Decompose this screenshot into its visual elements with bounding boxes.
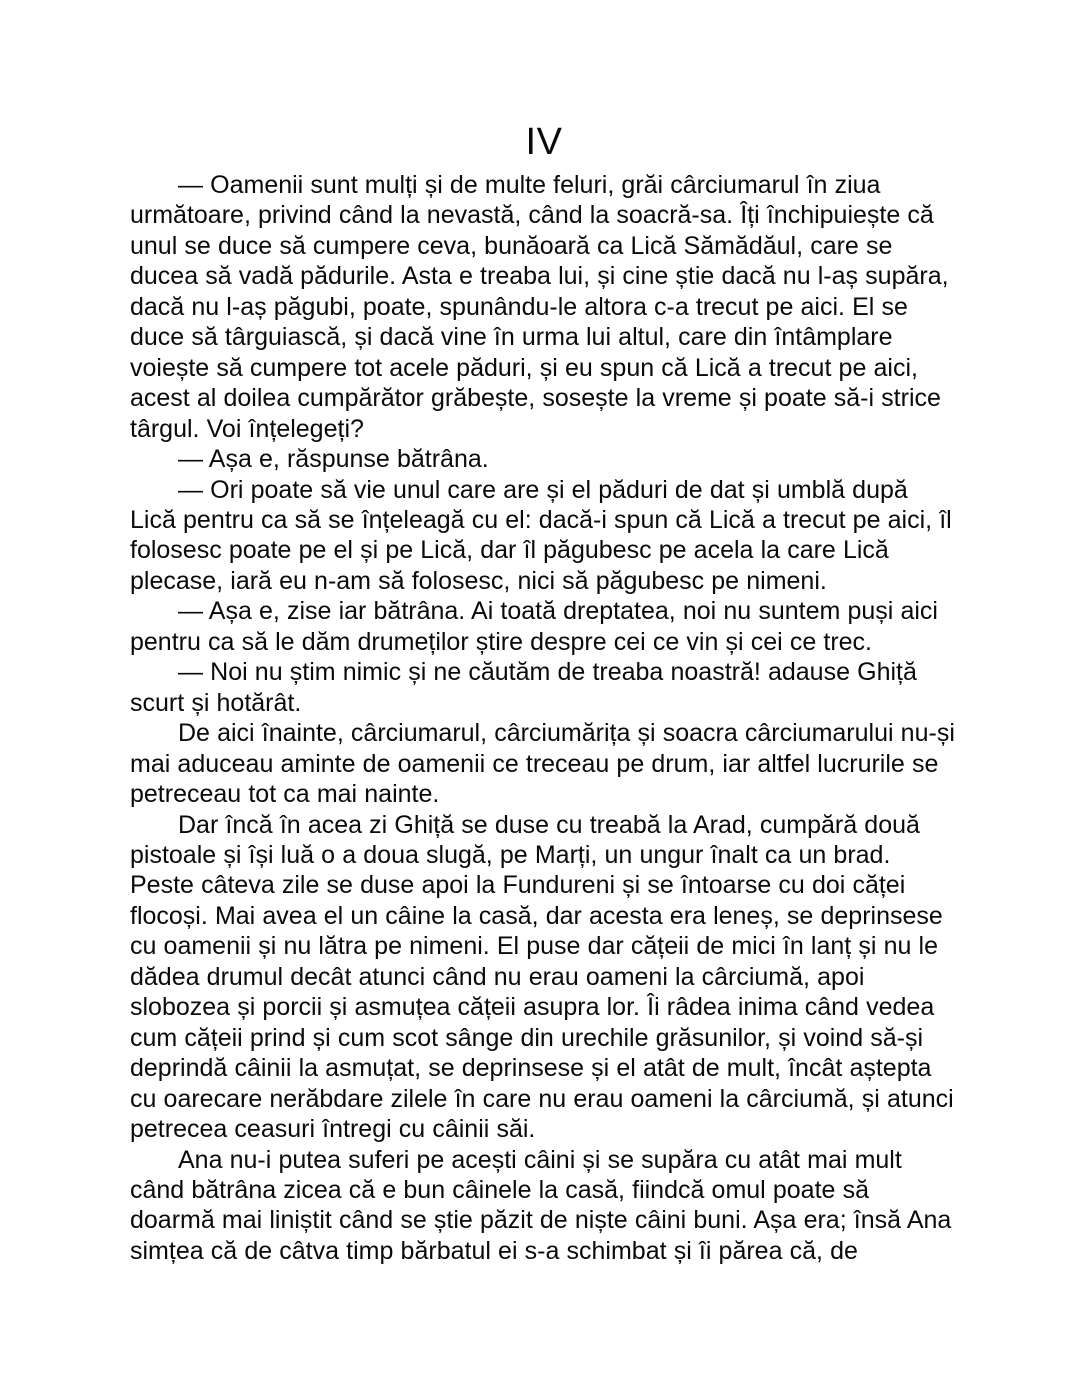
chapter-title: IV xyxy=(525,121,563,163)
paragraph: — Oamenii sunt mulți și de multe feluri, grăi cârciumarul în ziua următoare, privind când la nevastă, când la soacră-sa. Îți închipuiește că unul se duce să cumpere ceva, bunăoară ca Lică Sămădăul, care se ducea să vadă pădurile. Asta e treaba lui, și cine știe dacă nu l-aș supăra, dacă nu l-aș păgubi, poate, spunându-le altora c-a trecut pe aici. El se duce să târguiască, și dacă vine în urma lui altul, care din întâmplare voiește să cumpere tot acele păduri, și eu spun că Lică a trecut pe aici, acest al doilea cumpărător grăbește, sosește la vreme și poate să-i strice târgul. Voi înțelegeți? xyxy=(130,171,949,443)
paragraph: Dar încă în acea zi Ghiță se duse cu treabă la Arad, cumpără două pistoale și își luă o a doua slugă, pe Marți, un ungur înalt ca un brad. Peste câteva zile se duse apoi la Fundureni și se întoarse cu doi căței flocoși. Mai avea el un câine la casă, dar acesta era leneș, se deprinsese cu oamenii și nu lătra pe nimeni. El puse dar cățeii de mici în lanț și nu le dădea drumul decât atunci când nu erau oameni la cârciumă, apoi slobozea și porcii și asmuțea cățeii asupra lor. Îi râdea inima când vedea cum cățeii prind și cum scot sânge din urechile grăsunilor, și voind să-și deprindă câinii la asmuțat, se deprinsese și el atât de mult, încât aștepta cu oarecare nerăbdare zilele în care nu erau oameni la cârciumă, și atunci petrecea ceasuri întregi cu câinii săi. xyxy=(130,810,954,1144)
paragraph: — Ori poate să vie unul care are și el păduri de dat și umblă după Lică pentru ca să se înțeleagă cu el: dacă-i spun că Lică a trecut pe aici, îl folosesc poate pe el și pe Lică, dar îl păgubesc pe acela la care Lică plecase, iară eu n-am să folosesc, nici să păgubesc pe nimeni. xyxy=(130,475,952,595)
paragraph: — Așa e, zise iar bătrâna. Ai toată dreptatea, noi nu suntem puși aici pentru ca să le dăm drumeților știre despre cei ce vin și cei ce trec. xyxy=(130,597,938,656)
paragraph: — Noi nu știm nimic și ne căutăm de treaba noastră! adause Ghiță scurt și hotărât. xyxy=(130,658,917,717)
paragraph: Ana nu-i putea suferi pe acești câini și se supăra cu atât mai mult când bătrâna zicea că e bun câinele la casă, fiindcă omul poate să doarmă mai liniștit când se știe păzit de niște câini buni. Așa era; însă Ana simțea că de câtva timp bărbatul ei s-a schimbat și îi părea că, de xyxy=(130,1145,952,1265)
body-text xyxy=(130,170,958,1266)
paragraph: De aici înainte, cârciumarul, cârciumărița și soacra cârciumarului nu-și mai aduceau aminte de oamenii ce treceau pe drum, iar altfel lucrurile se petreceau tot ca mai nainte. xyxy=(130,719,955,809)
paragraph: — Așa e, răspunse bătrâna. xyxy=(178,445,489,474)
